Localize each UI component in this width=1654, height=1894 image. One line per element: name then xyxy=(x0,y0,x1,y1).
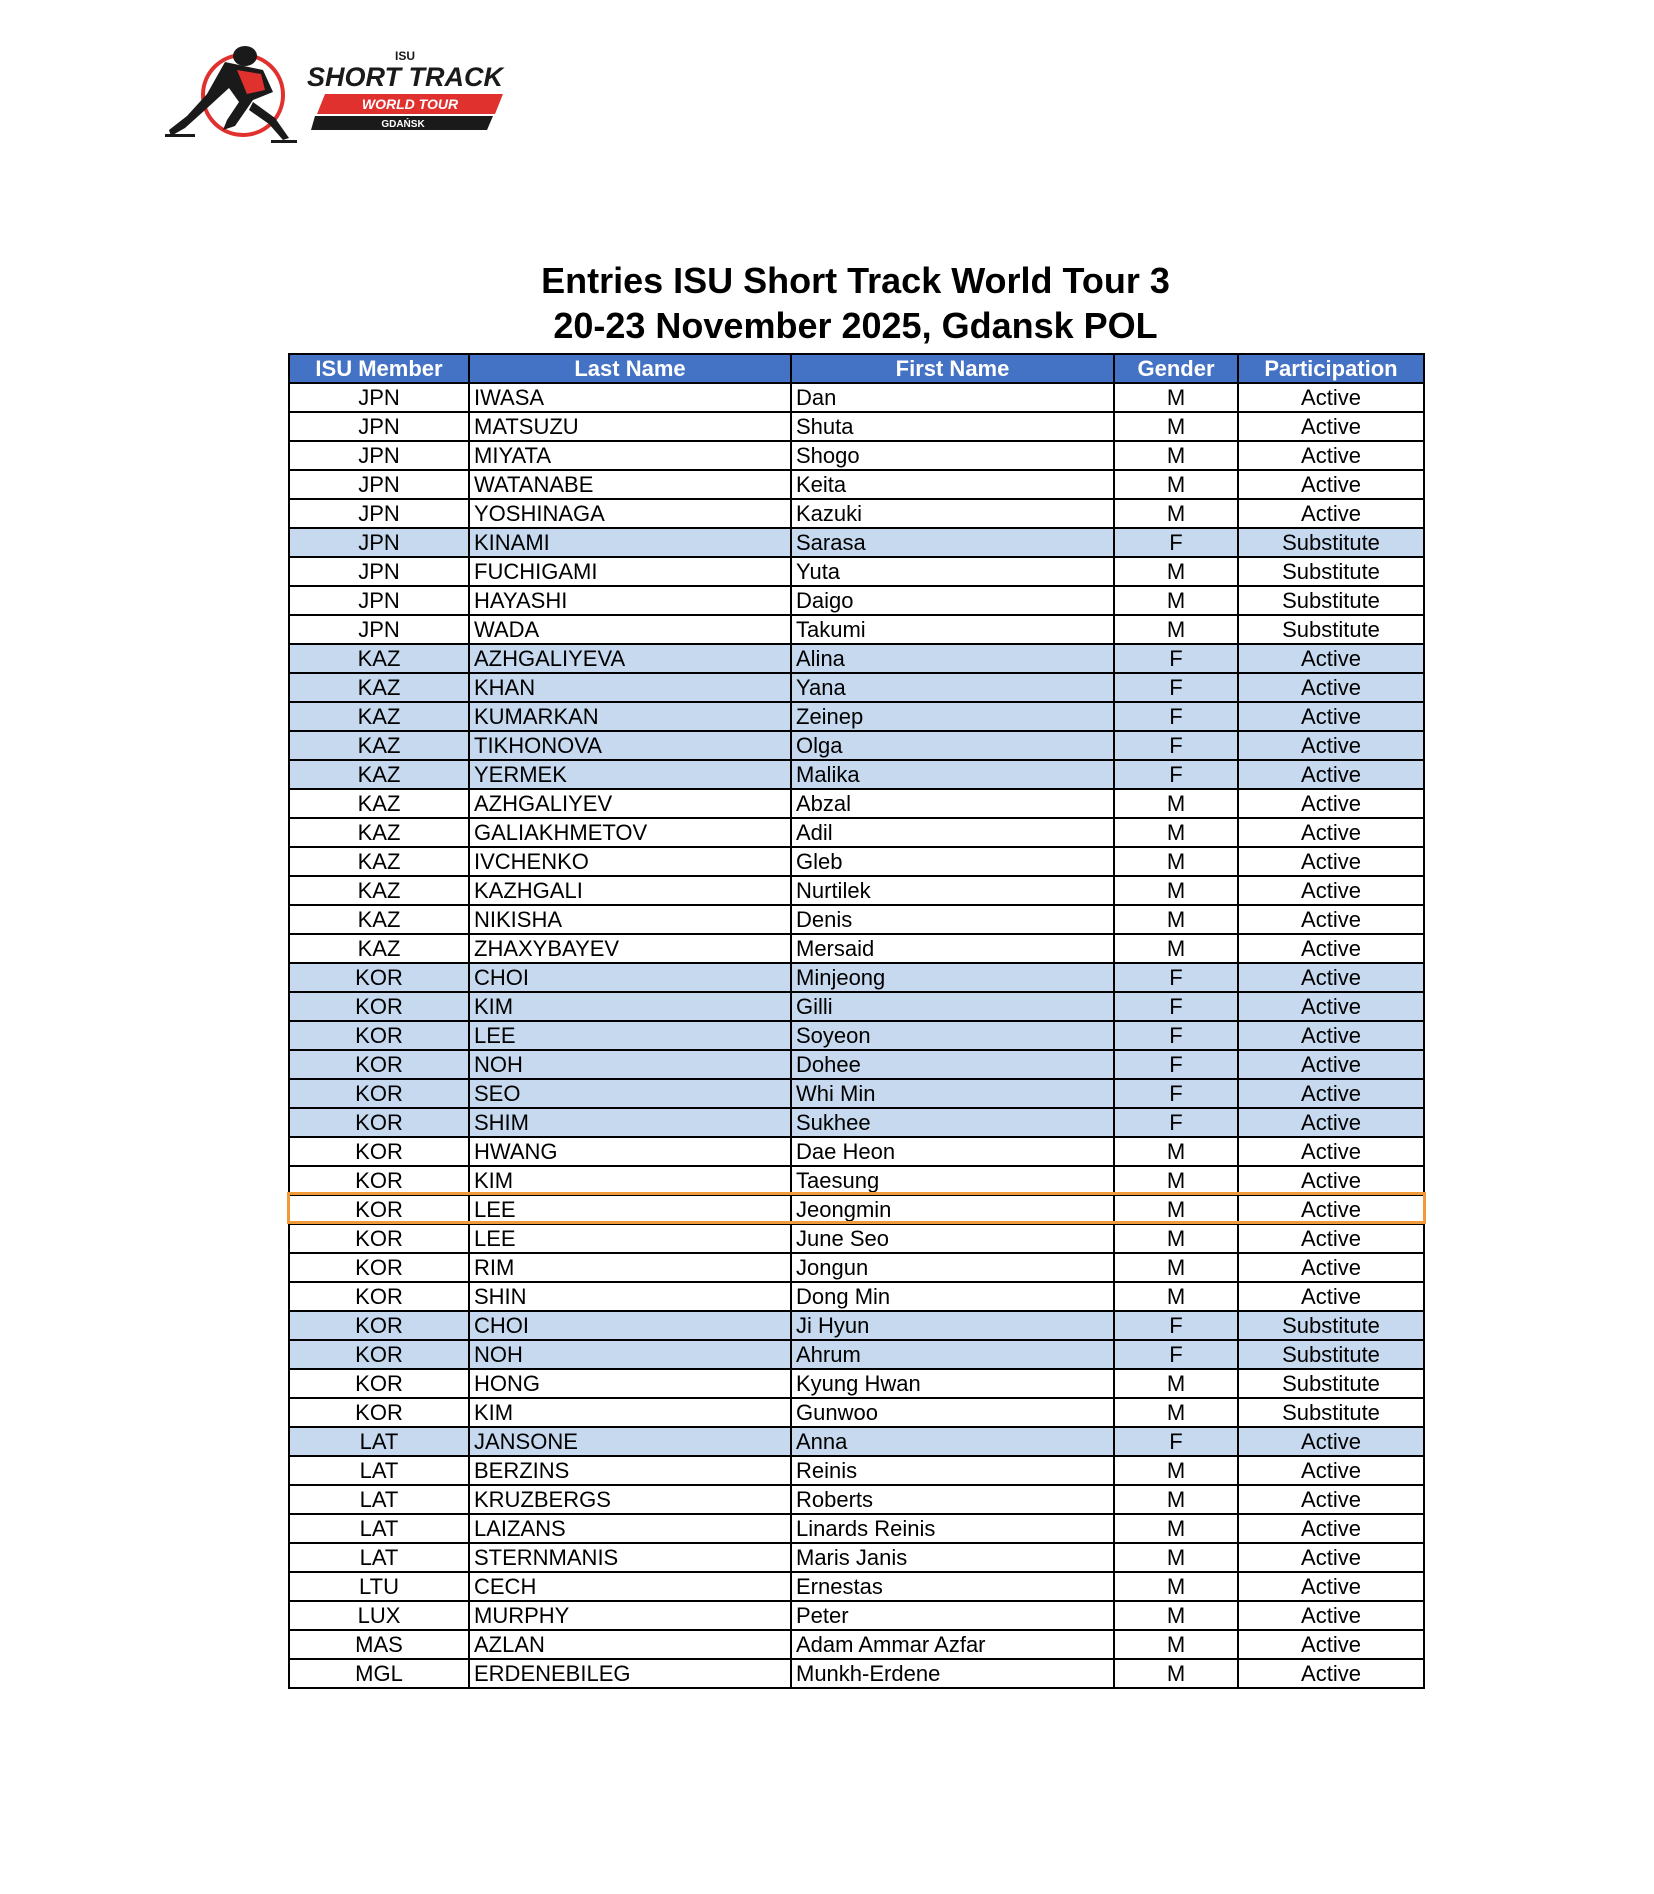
cell-gender: M xyxy=(1114,412,1238,441)
table-row xyxy=(289,731,1424,760)
table-row xyxy=(289,1195,1424,1224)
page-title xyxy=(288,258,1423,348)
table-row xyxy=(289,905,1424,934)
cell-last-name: ZHAXYBAYEV xyxy=(469,934,791,963)
cell-participation: Active xyxy=(1238,1485,1424,1514)
table-row xyxy=(289,1021,1424,1050)
cell-isu-member: MAS xyxy=(289,1630,469,1659)
cell-participation: Substitute xyxy=(1238,1398,1424,1427)
title-line-1: Entries ISU Short Track World Tour 3 xyxy=(541,260,1170,301)
cell-gender: F xyxy=(1114,528,1238,557)
cell-gender: M xyxy=(1114,1282,1238,1311)
cell-last-name: KIM xyxy=(469,992,791,1021)
table-row xyxy=(289,934,1424,963)
cell-participation: Active xyxy=(1238,499,1424,528)
cell-first-name: Shuta xyxy=(791,412,1114,441)
cell-first-name: Roberts xyxy=(791,1485,1114,1514)
cell-participation: Active xyxy=(1238,905,1424,934)
cell-first-name: Sukhee xyxy=(791,1108,1114,1137)
header-isu-member: ISU Member xyxy=(289,354,469,383)
cell-first-name: Jongun xyxy=(791,1253,1114,1282)
cell-first-name: Adam Ammar Azfar xyxy=(791,1630,1114,1659)
cell-last-name: HWANG xyxy=(469,1137,791,1166)
cell-isu-member: JPN xyxy=(289,557,469,586)
cell-last-name: ERDENEBILEG xyxy=(469,1659,791,1688)
table-row xyxy=(289,847,1424,876)
cell-gender: M xyxy=(1114,876,1238,905)
cell-participation: Active xyxy=(1238,760,1424,789)
cell-last-name: NOH xyxy=(469,1050,791,1079)
cell-isu-member: KAZ xyxy=(289,731,469,760)
cell-gender: F xyxy=(1114,1079,1238,1108)
cell-participation: Active xyxy=(1238,673,1424,702)
table-row xyxy=(289,789,1424,818)
cell-gender: M xyxy=(1114,1659,1238,1688)
table-row xyxy=(289,1079,1424,1108)
cell-isu-member: KOR xyxy=(289,1224,469,1253)
cell-gender: F xyxy=(1114,963,1238,992)
cell-gender: M xyxy=(1114,1369,1238,1398)
table-row xyxy=(289,1050,1424,1079)
cell-gender: M xyxy=(1114,1224,1238,1253)
cell-first-name: Ji Hyun xyxy=(791,1311,1114,1340)
cell-isu-member: KOR xyxy=(289,1166,469,1195)
logo-city: GDAŃSK xyxy=(381,119,425,130)
cell-last-name: GALIAKHMETOV xyxy=(469,818,791,847)
cell-last-name: BERZINS xyxy=(469,1456,791,1485)
cell-gender: M xyxy=(1114,934,1238,963)
cell-first-name: Kyung Hwan xyxy=(791,1369,1114,1398)
cell-participation: Substitute xyxy=(1238,557,1424,586)
cell-gender: M xyxy=(1114,905,1238,934)
cell-isu-member: KAZ xyxy=(289,673,469,702)
cell-first-name: Shogo xyxy=(791,441,1114,470)
cell-gender: M xyxy=(1114,1456,1238,1485)
cell-last-name: AZHGALIYEVA xyxy=(469,644,791,673)
cell-last-name: KINAMI xyxy=(469,528,791,557)
cell-isu-member: JPN xyxy=(289,470,469,499)
table-row xyxy=(289,963,1424,992)
table-row xyxy=(289,1543,1424,1572)
cell-first-name: Yana xyxy=(791,673,1114,702)
cell-participation: Substitute xyxy=(1238,586,1424,615)
cell-gender: M xyxy=(1114,1166,1238,1195)
cell-gender: M xyxy=(1114,615,1238,644)
cell-last-name: WADA xyxy=(469,615,791,644)
cell-isu-member: JPN xyxy=(289,412,469,441)
cell-first-name: Linards Reinis xyxy=(791,1514,1114,1543)
cell-gender: F xyxy=(1114,644,1238,673)
cell-participation: Active xyxy=(1238,644,1424,673)
cell-last-name: KAZHGALI xyxy=(469,876,791,905)
cell-participation: Active xyxy=(1238,1108,1424,1137)
cell-isu-member: KAZ xyxy=(289,702,469,731)
cell-last-name: CHOI xyxy=(469,1311,791,1340)
cell-gender: M xyxy=(1114,1137,1238,1166)
cell-isu-member: KAZ xyxy=(289,847,469,876)
cell-gender: F xyxy=(1114,1427,1238,1456)
table-row xyxy=(289,1369,1424,1398)
cell-first-name: Nurtilek xyxy=(791,876,1114,905)
cell-participation: Active xyxy=(1238,1253,1424,1282)
table-row xyxy=(289,1630,1424,1659)
cell-last-name: KIM xyxy=(469,1398,791,1427)
table-row xyxy=(289,760,1424,789)
cell-last-name: LEE xyxy=(469,1224,791,1253)
cell-isu-member: LAT xyxy=(289,1514,469,1543)
cell-gender: F xyxy=(1114,760,1238,789)
cell-participation: Active xyxy=(1238,1630,1424,1659)
logo-short-track: SHORT TRACK xyxy=(306,62,504,92)
cell-first-name: Jeongmin xyxy=(791,1195,1114,1224)
cell-last-name: CHOI xyxy=(469,963,791,992)
cell-last-name: FUCHIGAMI xyxy=(469,557,791,586)
cell-participation: Substitute xyxy=(1238,1311,1424,1340)
table-row xyxy=(289,1427,1424,1456)
cell-first-name: Denis xyxy=(791,905,1114,934)
cell-last-name: LEE xyxy=(469,1021,791,1050)
cell-gender: M xyxy=(1114,499,1238,528)
cell-first-name: Dong Min xyxy=(791,1282,1114,1311)
cell-isu-member: KOR xyxy=(289,1398,469,1427)
cell-gender: M xyxy=(1114,1485,1238,1514)
header-first-name: First Name xyxy=(791,354,1114,383)
cell-first-name: Taesung xyxy=(791,1166,1114,1195)
cell-isu-member: LAT xyxy=(289,1543,469,1572)
logo-isu: ISU xyxy=(394,49,416,63)
cell-first-name: Gunwoo xyxy=(791,1398,1114,1427)
cell-gender: M xyxy=(1114,1195,1238,1224)
cell-isu-member: LUX xyxy=(289,1601,469,1630)
event-logo xyxy=(165,40,505,150)
cell-gender: M xyxy=(1114,470,1238,499)
table-row xyxy=(289,1398,1424,1427)
cell-last-name: AZLAN xyxy=(469,1630,791,1659)
cell-participation: Substitute xyxy=(1238,1340,1424,1369)
table-row xyxy=(289,412,1424,441)
entries-table xyxy=(288,353,1425,1689)
cell-isu-member: KOR xyxy=(289,1340,469,1369)
cell-gender: M xyxy=(1114,441,1238,470)
table-row xyxy=(289,673,1424,702)
cell-first-name: Munkh-Erdene xyxy=(791,1659,1114,1688)
table-row xyxy=(289,1311,1424,1340)
cell-last-name: WATANABE xyxy=(469,470,791,499)
cell-last-name: MIYATA xyxy=(469,441,791,470)
cell-gender: M xyxy=(1114,847,1238,876)
cell-participation: Active xyxy=(1238,818,1424,847)
cell-isu-member: LTU xyxy=(289,1572,469,1601)
cell-first-name: Mersaid xyxy=(791,934,1114,963)
cell-isu-member: KOR xyxy=(289,1079,469,1108)
cell-last-name: HONG xyxy=(469,1369,791,1398)
cell-first-name: Ahrum xyxy=(791,1340,1114,1369)
cell-gender: F xyxy=(1114,992,1238,1021)
cell-first-name: Gleb xyxy=(791,847,1114,876)
cell-first-name: Gilli xyxy=(791,992,1114,1021)
table-row xyxy=(289,586,1424,615)
cell-isu-member: JPN xyxy=(289,615,469,644)
header-last-name: Last Name xyxy=(469,354,791,383)
table-row xyxy=(289,1659,1424,1688)
title-line-2: 20-23 November 2025, Gdansk POL xyxy=(553,305,1158,346)
cell-participation: Active xyxy=(1238,1021,1424,1050)
table-row xyxy=(289,1253,1424,1282)
table-row xyxy=(289,818,1424,847)
cell-isu-member: JPN xyxy=(289,383,469,412)
cell-gender: M xyxy=(1114,1514,1238,1543)
cell-isu-member: MGL xyxy=(289,1659,469,1688)
cell-isu-member: KAZ xyxy=(289,789,469,818)
cell-isu-member: JPN xyxy=(289,441,469,470)
cell-gender: F xyxy=(1114,1021,1238,1050)
cell-participation: Active xyxy=(1238,1543,1424,1572)
skater-icon xyxy=(165,46,297,143)
cell-gender: F xyxy=(1114,1340,1238,1369)
cell-last-name: KIM xyxy=(469,1166,791,1195)
cell-last-name: SEO xyxy=(469,1079,791,1108)
table-header-row xyxy=(289,354,1424,383)
cell-last-name: YERMEK xyxy=(469,760,791,789)
table-row xyxy=(289,441,1424,470)
cell-isu-member: KAZ xyxy=(289,934,469,963)
cell-participation: Active xyxy=(1238,1137,1424,1166)
cell-last-name: RIM xyxy=(469,1253,791,1282)
table-row xyxy=(289,876,1424,905)
cell-gender: M xyxy=(1114,818,1238,847)
cell-isu-member: KOR xyxy=(289,1195,469,1224)
cell-participation: Active xyxy=(1238,441,1424,470)
table-row xyxy=(289,528,1424,557)
cell-first-name: Dae Heon xyxy=(791,1137,1114,1166)
cell-last-name: AZHGALIYEV xyxy=(469,789,791,818)
cell-first-name: Adil xyxy=(791,818,1114,847)
cell-participation: Active xyxy=(1238,383,1424,412)
table-row xyxy=(289,1601,1424,1630)
cell-first-name: Anna xyxy=(791,1427,1114,1456)
cell-isu-member: KOR xyxy=(289,963,469,992)
cell-last-name: MATSUZU xyxy=(469,412,791,441)
table-row xyxy=(289,702,1424,731)
cell-participation: Active xyxy=(1238,1601,1424,1630)
cell-first-name: Minjeong xyxy=(791,963,1114,992)
cell-participation: Active xyxy=(1238,1659,1424,1688)
cell-isu-member: LAT xyxy=(289,1485,469,1514)
cell-last-name: HAYASHI xyxy=(469,586,791,615)
cell-last-name: IVCHENKO xyxy=(469,847,791,876)
cell-isu-member: JPN xyxy=(289,528,469,557)
cell-isu-member: KOR xyxy=(289,1108,469,1137)
table-row xyxy=(289,1485,1424,1514)
cell-last-name: YOSHINAGA xyxy=(469,499,791,528)
cell-first-name: Daigo xyxy=(791,586,1114,615)
cell-isu-member: KOR xyxy=(289,1311,469,1340)
cell-last-name: LAIZANS xyxy=(469,1514,791,1543)
cell-last-name: NOH xyxy=(469,1340,791,1369)
cell-isu-member: KAZ xyxy=(289,876,469,905)
cell-participation: Active xyxy=(1238,1050,1424,1079)
cell-isu-member: LAT xyxy=(289,1427,469,1456)
cell-participation: Active xyxy=(1238,1282,1424,1311)
cell-gender: M xyxy=(1114,1601,1238,1630)
cell-isu-member: KAZ xyxy=(289,818,469,847)
cell-last-name: TIKHONOVA xyxy=(469,731,791,760)
cell-last-name: CECH xyxy=(469,1572,791,1601)
table-row xyxy=(289,383,1424,412)
cell-last-name: NIKISHA xyxy=(469,905,791,934)
table-row xyxy=(289,1137,1424,1166)
cell-first-name: Ernestas xyxy=(791,1572,1114,1601)
cell-last-name: MURPHY xyxy=(469,1601,791,1630)
cell-participation: Substitute xyxy=(1238,528,1424,557)
cell-participation: Substitute xyxy=(1238,615,1424,644)
cell-participation: Active xyxy=(1238,1166,1424,1195)
table-row xyxy=(289,1224,1424,1253)
cell-gender: M xyxy=(1114,1398,1238,1427)
cell-participation: Active xyxy=(1238,847,1424,876)
cell-gender: F xyxy=(1114,1311,1238,1340)
table-row xyxy=(289,992,1424,1021)
cell-gender: M xyxy=(1114,1572,1238,1601)
cell-gender: M xyxy=(1114,557,1238,586)
cell-participation: Active xyxy=(1238,934,1424,963)
table-row xyxy=(289,1340,1424,1369)
cell-first-name: Olga xyxy=(791,731,1114,760)
cell-isu-member: KOR xyxy=(289,1369,469,1398)
cell-first-name: June Seo xyxy=(791,1224,1114,1253)
table-row xyxy=(289,1572,1424,1601)
cell-gender: F xyxy=(1114,673,1238,702)
cell-first-name: Kazuki xyxy=(791,499,1114,528)
cell-gender: F xyxy=(1114,1050,1238,1079)
cell-isu-member: KOR xyxy=(289,1021,469,1050)
table-row xyxy=(289,1282,1424,1311)
cell-gender: M xyxy=(1114,1543,1238,1572)
cell-last-name: LEE xyxy=(469,1195,791,1224)
cell-first-name: Alina xyxy=(791,644,1114,673)
cell-gender: F xyxy=(1114,702,1238,731)
cell-participation: Active xyxy=(1238,876,1424,905)
cell-isu-member: KOR xyxy=(289,1050,469,1079)
cell-first-name: Abzal xyxy=(791,789,1114,818)
cell-isu-member: LAT xyxy=(289,1456,469,1485)
logo-world-tour: WORLD TOUR xyxy=(361,96,459,112)
cell-participation: Active xyxy=(1238,1224,1424,1253)
cell-first-name: Sarasa xyxy=(791,528,1114,557)
table-row xyxy=(289,1166,1424,1195)
header-participation: Participation xyxy=(1238,354,1424,383)
cell-isu-member: KOR xyxy=(289,1253,469,1282)
cell-isu-member: KAZ xyxy=(289,905,469,934)
cell-participation: Active xyxy=(1238,1456,1424,1485)
table-row xyxy=(289,644,1424,673)
cell-gender: F xyxy=(1114,731,1238,760)
cell-last-name: SHIN xyxy=(469,1282,791,1311)
table-row xyxy=(289,615,1424,644)
table-row xyxy=(289,557,1424,586)
cell-last-name: KUMARKAN xyxy=(469,702,791,731)
cell-last-name: STERNMANIS xyxy=(469,1543,791,1572)
cell-participation: Active xyxy=(1238,1079,1424,1108)
cell-gender: F xyxy=(1114,1108,1238,1137)
cell-first-name: Peter xyxy=(791,1601,1114,1630)
cell-first-name: Keita xyxy=(791,470,1114,499)
cell-participation: Substitute xyxy=(1238,1369,1424,1398)
cell-first-name: Whi Min xyxy=(791,1079,1114,1108)
cell-isu-member: JPN xyxy=(289,586,469,615)
cell-participation: Active xyxy=(1238,731,1424,760)
table-row xyxy=(289,1108,1424,1137)
cell-last-name: JANSONE xyxy=(469,1427,791,1456)
cell-participation: Active xyxy=(1238,789,1424,818)
cell-first-name: Soyeon xyxy=(791,1021,1114,1050)
cell-gender: M xyxy=(1114,1630,1238,1659)
table-row xyxy=(289,1514,1424,1543)
cell-participation: Active xyxy=(1238,992,1424,1021)
cell-first-name: Reinis xyxy=(791,1456,1114,1485)
cell-first-name: Yuta xyxy=(791,557,1114,586)
cell-isu-member: KAZ xyxy=(289,760,469,789)
cell-participation: Active xyxy=(1238,1514,1424,1543)
cell-isu-member: JPN xyxy=(289,499,469,528)
cell-participation: Active xyxy=(1238,963,1424,992)
cell-gender: M xyxy=(1114,1253,1238,1282)
cell-last-name: KRUZBERGS xyxy=(469,1485,791,1514)
cell-last-name: SHIM xyxy=(469,1108,791,1137)
cell-first-name: Zeinep xyxy=(791,702,1114,731)
cell-first-name: Dohee xyxy=(791,1050,1114,1079)
table-row xyxy=(289,499,1424,528)
cell-participation: Active xyxy=(1238,702,1424,731)
cell-isu-member: KOR xyxy=(289,1137,469,1166)
cell-gender: M xyxy=(1114,586,1238,615)
cell-participation: Active xyxy=(1238,1427,1424,1456)
cell-gender: M xyxy=(1114,789,1238,818)
table-row xyxy=(289,470,1424,499)
cell-participation: Active xyxy=(1238,1572,1424,1601)
cell-isu-member: KOR xyxy=(289,992,469,1021)
cell-participation: Active xyxy=(1238,1195,1424,1224)
header-gender: Gender xyxy=(1114,354,1238,383)
cell-first-name: Malika xyxy=(791,760,1114,789)
cell-first-name: Maris Janis xyxy=(791,1543,1114,1572)
cell-last-name: IWASA xyxy=(469,383,791,412)
cell-first-name: Takumi xyxy=(791,615,1114,644)
cell-first-name: Dan xyxy=(791,383,1114,412)
cell-isu-member: KAZ xyxy=(289,644,469,673)
table-row xyxy=(289,1456,1424,1485)
cell-gender: M xyxy=(1114,383,1238,412)
cell-last-name: KHAN xyxy=(469,673,791,702)
cell-participation: Active xyxy=(1238,412,1424,441)
cell-isu-member: KOR xyxy=(289,1282,469,1311)
cell-participation: Active xyxy=(1238,470,1424,499)
